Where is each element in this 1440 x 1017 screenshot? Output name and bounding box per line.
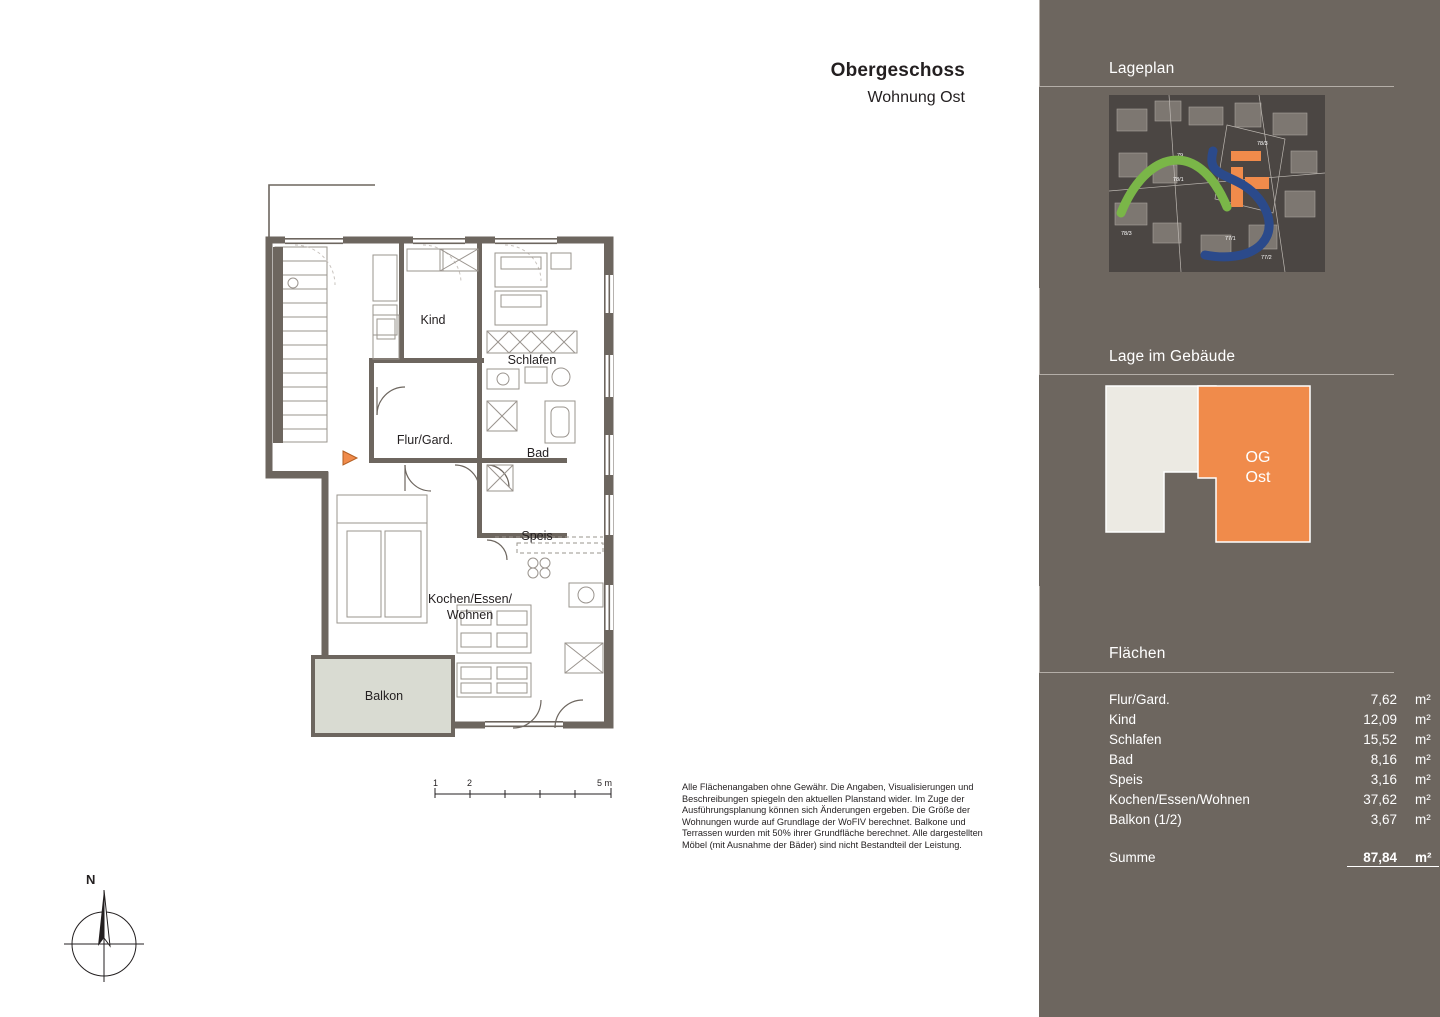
room-label-speis: Speis [521,529,553,543]
info-sidebar [1039,0,1440,1017]
room-label-wohnen-line2: Wohnen [446,608,494,622]
svg-text:77/2: 77/2 [1261,255,1272,261]
area-sum-unit: m² [1415,850,1432,865]
scale-bar [433,778,613,800]
area-row [1109,730,1439,750]
room-label-balkon: Balkon [364,689,404,703]
area-row [1109,710,1439,730]
area-name: Balkon (1/2) [1109,812,1182,827]
svg-text:78/3: 78/3 [1121,231,1132,237]
area-sum-label: Summe [1109,850,1156,865]
divider-vertical-lageplan [1039,0,1040,86]
area-row [1109,690,1439,710]
room-label-schlafen: Schlafen [507,353,557,367]
area-row [1109,750,1439,770]
area-value: 7,62 [1370,692,1397,707]
area-row [1109,810,1439,830]
area-unit: m² [1415,732,1431,747]
area-name: Speis [1109,772,1143,787]
building-marker-line1: OG [1245,449,1271,466]
area-table [1109,690,1439,868]
area-value: 3,67 [1370,812,1397,827]
scale-tick-1: 1 [433,778,439,788]
svg-text:78/1: 78/1 [1173,177,1184,183]
site-plan-image [1109,95,1325,272]
room-label-bad: Bad [526,446,550,460]
siteplan-title: Lageplan [1109,60,1175,77]
area-unit: m² [1415,812,1431,827]
scale-tick-2: 2 [467,778,473,788]
svg-text:79: 79 [1177,153,1184,159]
area-unit: m² [1415,692,1431,707]
area-unit: m² [1415,792,1431,807]
room-label-flur: Flur/Gard. [396,433,454,447]
building-position-title: Lage im Gebäude [1109,348,1236,365]
building-position-diagram [1102,382,1332,554]
area-unit: m² [1415,772,1431,787]
room-label-kind: Kind [420,313,446,327]
compass-north-label: N [86,872,96,887]
area-value: 8,16 [1370,752,1397,767]
area-value: 37,62 [1363,792,1397,807]
area-name: Bad [1109,752,1134,767]
svg-text:78/3: 78/3 [1257,141,1268,147]
disclaimer-text: Alle Flächenangaben ohne Gewähr. Die Angaben, Visualisierungen und Beschreibungen spiegeln den aktuellen Planstand wider. Im Zuge der Ausführungsplanung können sich Änderungen ergeben. Die Größe der Wohnungen wurde auf Grundlage der WoFIV berechnet. Balkone und Terrassen wurden mit 50% ihrer Grundfläche berechnet. Alle dargestellten Möbel (mit Ausnahme der Bäder) sind nicht Bestandteil der Leistung. [682,782,983,850]
area-value: 15,52 [1363,732,1397,747]
scale-tick-5m: 5 m [597,778,613,788]
divider-vertical-lage [1039,288,1040,374]
building-diagram-svg [1102,382,1332,554]
scale-bar-svg [433,778,613,800]
floor-plan-drawing [255,165,675,765]
page-subtitle: Wohnung Ost [867,89,965,106]
floor-plan-svg [255,165,675,765]
area-sum-underline [1347,866,1439,867]
divider-lageplan [1039,86,1394,87]
site-plan-svg [1109,95,1325,272]
area-name: Kind [1109,712,1137,727]
area-row [1109,770,1439,790]
divider-flaechen [1039,672,1394,673]
compass-svg [58,872,150,982]
area-name: Kochen/Essen/Wohnen [1109,792,1250,807]
areas-title: Flächen [1109,645,1166,662]
room-label-wohnen-line1: Kochen/Essen/ [427,592,513,606]
area-name: Schlafen [1109,732,1162,747]
area-value: 12,09 [1363,712,1397,727]
area-name: Flur/Gard. [1109,692,1170,707]
area-sum-row [1109,848,1439,868]
area-unit: m² [1415,712,1431,727]
compass-rose [58,872,150,982]
svg-text:77/1: 77/1 [1225,236,1236,242]
area-unit: m² [1415,752,1431,767]
area-value: 3,16 [1370,772,1397,787]
divider-lage [1039,374,1394,375]
building-marker-line2: Ost [1245,469,1271,486]
divider-vertical-flaechen [1039,586,1040,672]
area-row [1109,790,1439,810]
area-sum-value: 87,84 [1363,850,1397,865]
page-title: Obergeschoss [830,60,965,81]
